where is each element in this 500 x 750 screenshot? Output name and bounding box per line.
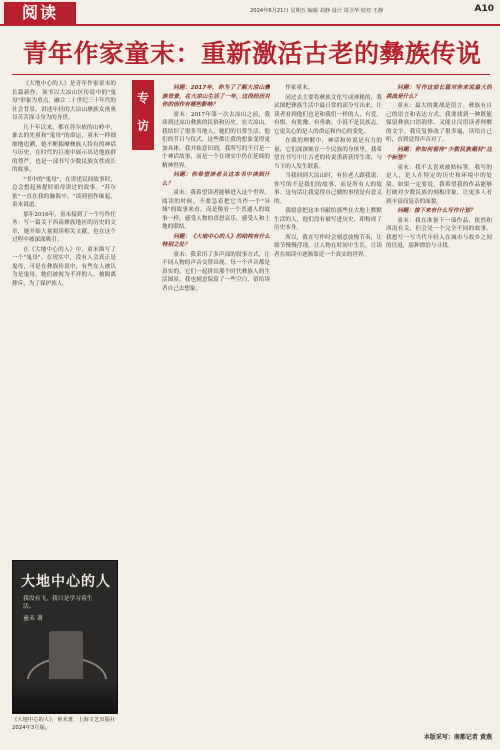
article-column-4 — [386, 84, 492, 718]
paragraph: 同过去主要将彝族文化写成神秘的，我试图把彝族生活中最日常的部分写出来，让读者看到他们也是和我们一样的人，有爱、有恨、有犹豫、有勇敢。小说不是民族志，它更关心的是人的命运和内心的变化。 — [274, 94, 382, 135]
paragraph: 几十年以来，都在苏尔依的山岭中，谁去的先祖和"鬼母"的命运，童末一样细细地追溯，她不断揣摩彝族人特有的神话与历史，在时代的巨流中展示出边地族群的尊严，也是一部书写少数民族女性成长的故事。 — [12, 124, 116, 173]
question: 问题：2017年，你为了了解大凉山彝族背景，在大凉山生活了一年，这段经历对你的创作有哪些影响？ — [162, 85, 270, 108]
page-number: A10 — [474, 4, 494, 14]
paragraph: "书中的"鬼母"，在讲述民间故事时，总会想起孩提时祖母讲过的故事。"苏尔依"一直在我的脑海中。"谈到创作缘起，童末说道。 — [12, 176, 116, 208]
paragraph: 在我的理解中，神话和传说是有力的量，它们深深嵌在一个民族的身体里。我希望在书写中让古老的传说重新获得生命，与当下的人发生联系。 — [274, 138, 382, 170]
question: 问题：接下来有什么写作计划？ — [397, 208, 476, 214]
interview-label-char: 专 — [136, 91, 149, 105]
book-cover-subtitle: 我没有飞，我只是学习着生活。 — [23, 596, 93, 610]
paragraph: 《大地中心的人》是青年作家童末的长篇新作，该书以大凉山区传说中的"鬼母"形象为重点，融合二十世纪三十年代的社会背景，讲述年轻的大凉山彝族女孩奥谷苦苦探寻身为的身世。 — [12, 81, 116, 121]
paragraph: 我愿意把这本书献给那些在大地上默默生活的人，他们没有被写进历史，却构成了历史本身。 — [274, 208, 382, 231]
article-column-1 — [12, 80, 116, 556]
answer: 童末：我希望读者能够进入这个世界。阅读的时候，不要急着把它当作一个"异域"的故事来看，而是像看一个普通人的故事一样，感受人物的喜怒哀乐，感受人和土地的联结。 — [162, 190, 270, 230]
headline: 青年作家童末：重新激活古老的彝族传说 — [22, 39, 482, 68]
question: 问题：《大地中心的人》的结构有什么特别之处？ — [162, 233, 270, 248]
byline: 本版采写：南都记者 黄燕 — [423, 734, 492, 741]
answer: 童末：我不太喜欢被贴标签。我写的是人，是人在特定的历史和环境中的处境。如果一定要说，我希望我的作品能够打破对少数民族的刻板印象，让更多人看到丰富而复杂的面貌。 — [386, 164, 492, 205]
dateline: 2024年6月21日 星期五 编辑 刘静 设计 周卫华 校对 王静 — [250, 8, 384, 14]
book-cover-title: 大地中心的人 — [21, 574, 111, 590]
interview-label-char: 访 — [136, 119, 149, 133]
page-header — [0, 0, 500, 26]
article-column-3 — [274, 84, 382, 718]
paragraph: 作家童末。 — [285, 85, 314, 91]
paragraph: 所以，我在写作时会刻意放慢节奏，让细节慢慢浮现，让人物在时间中生长，让读者在阅读中逐渐靠近一个真实的世界。 — [274, 234, 382, 258]
question: 问题：你希望读者从这本书中读到什么？ — [162, 172, 270, 187]
interview-label — [132, 80, 154, 150]
answer: 童末：我在准备下一部作品，依然和西南有关，但会是一个完全不同的故事。我想写一写当代年轻人在城市与故乡之间的往返，那种漂泊与寻找。 — [386, 217, 492, 249]
book-cover-author: 童末 著 — [23, 615, 43, 622]
question: 问题：写作这部长篇对你来说最大的挑战是什么？ — [386, 85, 492, 100]
section-label: 阅读 — [4, 2, 76, 24]
book-cover-image — [12, 560, 118, 714]
paragraph: 当我回到大凉山时，有位老人跟我说：你写的不是我们的故事，而是所有人的故事。这句话让我觉得自己做的事情是有意义的。 — [274, 173, 382, 205]
answer: 童末：2017年第一次去凉山之前，我读到过凉山彝族的民俗和历史。在大凉山，我结识了很多当地人，她们的日常生活、他们的节日与仪式，这些都让我的想象变得更加具体。我开始意识到，我所写的不只是一个神话故事，而是一个在现实中仍在延续的精神世界。 — [162, 111, 270, 169]
headline-rule — [12, 74, 490, 75]
paragraph: 那年2016年，童末接到了一个写作任务：写一篇关于西南彝族地区的历史的文章，她开始大量阅读相关文献，也在这个过程中被深深吸引。 — [12, 211, 116, 243]
cover-shadow — [13, 679, 118, 713]
article-column-2 — [162, 84, 270, 718]
answer: 童末：我采用了多声部的叙事方式，让不同人物的声音交替出现。每一个声音都是真实的，它们一起拼出那个时代彝族人的生活图景。我也刻意保留了一些空白，留给读者自己去想象。 — [162, 251, 270, 292]
answer: 童末：最大的挑战是语言。彝族有自己的语言和表达方式，我要找到一种既能保留彝族口语韵律、又能让汉语读者理解的文字。我反复修改了很多遍，读给自己听，直到觉得声音对了。 — [386, 103, 492, 143]
image-caption: 《大地中心的人》，童末著，上海文艺出版社2024年3月版。 — [12, 717, 116, 731]
paragraph: 在《大地中心的人》中，童末描写了一个"鬼母"。在现实中，没有人会真正是鬼母，可是在彝族传说中，有些女人被认为是鬼母，她们被视为不祥的人，被隔离排斥，为了保护族人。 — [12, 246, 116, 287]
question: 问题：你如何看待"少数民族题材"这个标签？ — [386, 146, 492, 161]
